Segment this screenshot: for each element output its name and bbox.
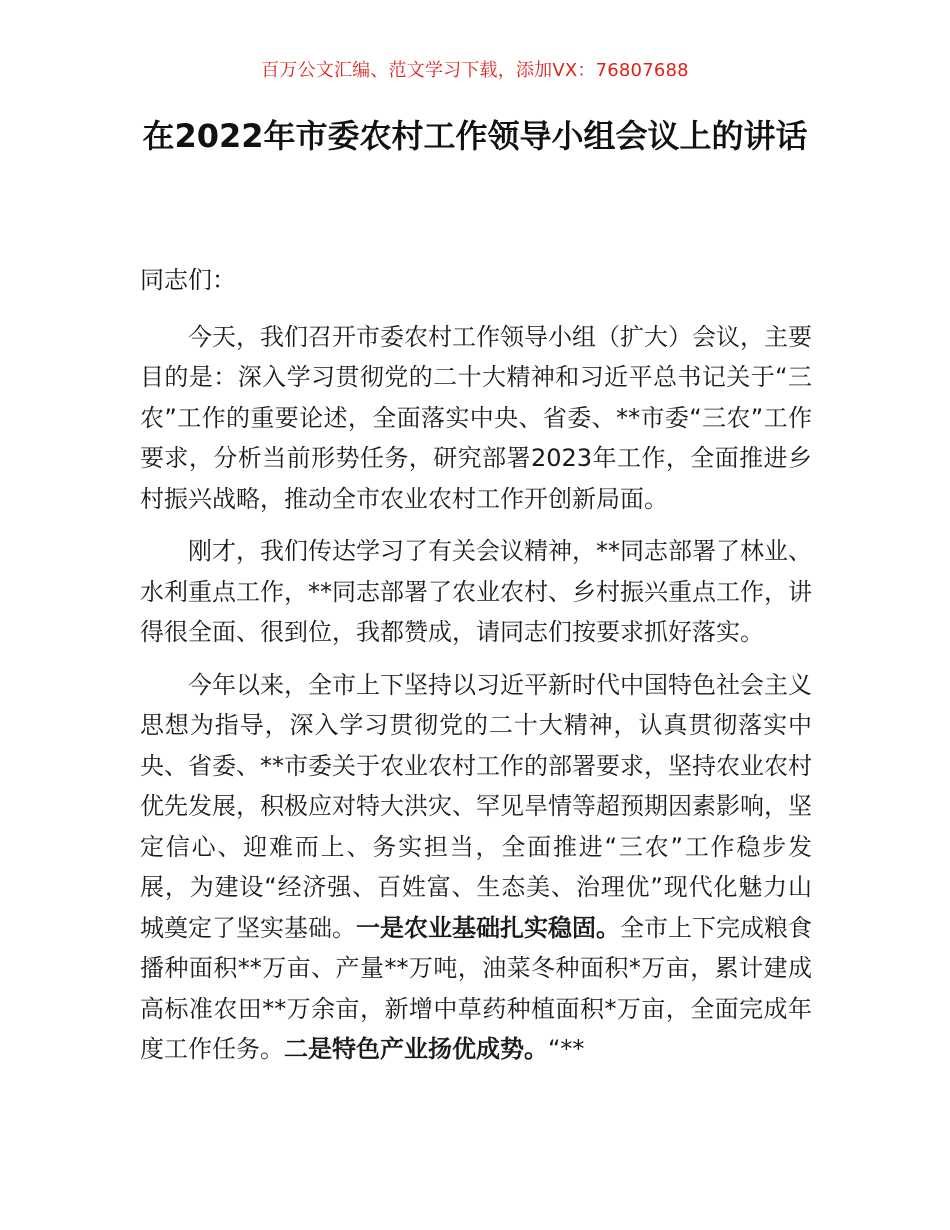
paragraph-2: 刚才，我们传达学习了有关会议精神，**同志部署了林业、水利重点工作，**同志部署了农业农村、乡村振兴重点工作，讲得很全面、很到位，我都赞成，请同志们按要求抓好落实。 (140, 537, 812, 646)
paragraph-3 (140, 665, 812, 1070)
point-one-text: 全市上下完成粮食播种面积**万亩、产量**万吨，油菜冬种面积*万亩，累计建成高标准农田**万余亩，新增中草药种植面积*万亩，全面完成年度工作任务。 (140, 913, 812, 1063)
document-title: 在2022年市委农村工作领导小组会议上的讲话 (142, 117, 808, 155)
document-body (140, 260, 812, 1082)
paragraph-1: 今天，我们召开市委农村工作领导小组（扩大）会议，主要目的是：深入学习贯彻党的二十大精神和习近平总书记关于“三农”工作的重要论述，全面落实中央、省委、**市委“三农”工作要求，分析当前形势任务，研究部署2023年工作，全面推进乡村振兴战略，推动全市农业农村工作开创新局面。 (140, 322, 812, 513)
point-two-heading: 二是特色产业扬优成势。 (284, 1035, 548, 1063)
watermark-header: 百万公文汇编、范文学习下载，添加VX：76807688 (261, 60, 689, 81)
point-two-text: “** (548, 1035, 585, 1063)
paragraph-3-intro: 今年以来，全市上下坚持以习近平新时代中国特色社会主义思想为指导，深入学习贯彻党的二十大精神，认真贯彻落实中央、省委、**市委关于农业农村工作的部署要求，坚持农业农村优先发展，积极应对特大洪灾、罕见旱情等超预期因素影响，坚定信心、迎难而上、务实担当，全面推进“三农”工作稳步发展，为建设“经济强、百姓富、生态美、治理优”现代化魅力山城奠定了坚实基础。 (140, 670, 812, 942)
point-one-heading: 一是农业基础扎实稳固。 (356, 913, 620, 942)
salutation: 同志们： (140, 266, 236, 294)
